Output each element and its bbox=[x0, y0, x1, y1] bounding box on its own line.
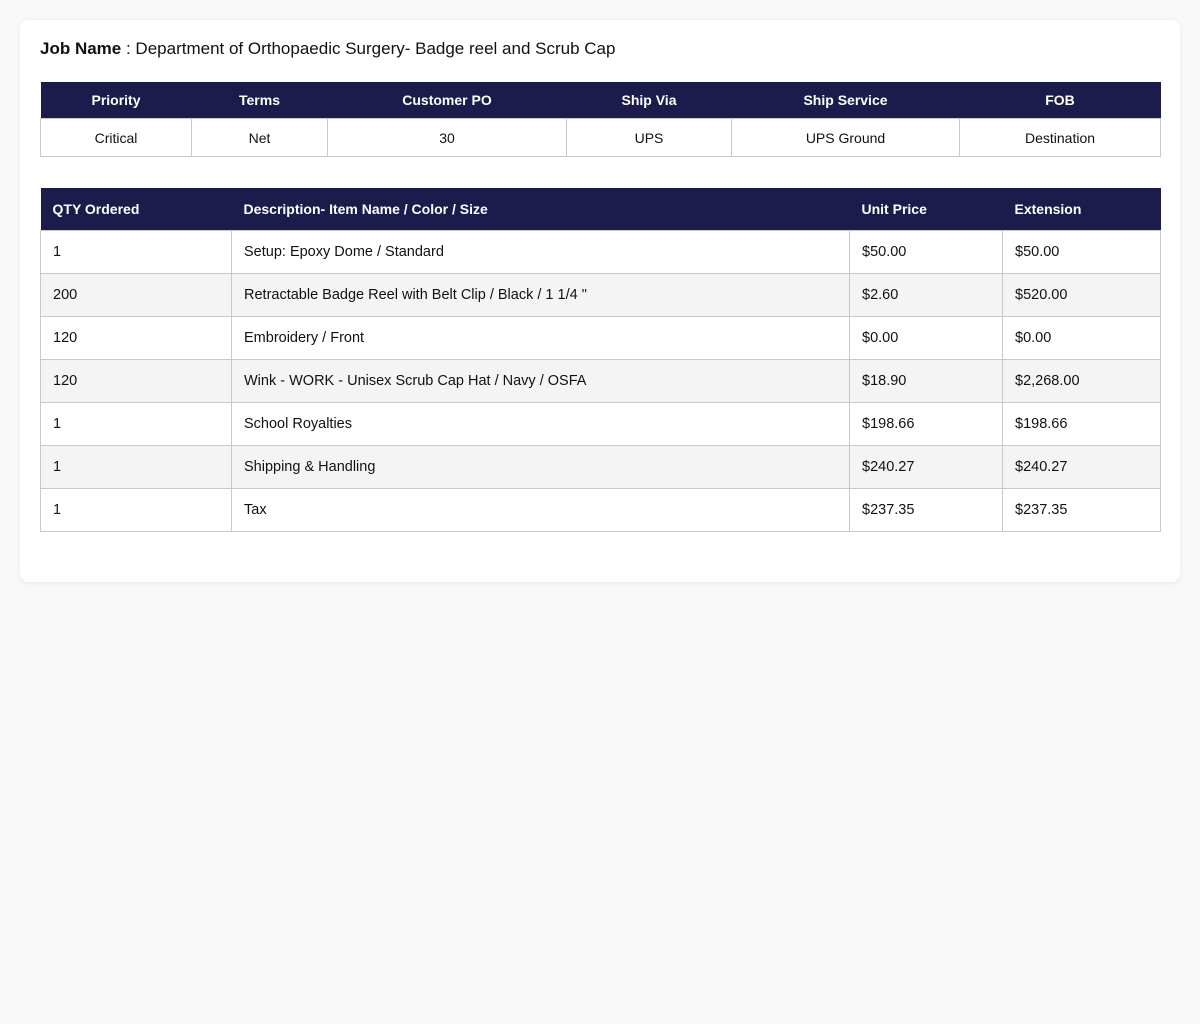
table-row bbox=[41, 446, 1161, 489]
cell-extension: $198.66 bbox=[1003, 403, 1161, 446]
cell-description: Wink - WORK - Unisex Scrub Cap Hat / Navy / OSFA bbox=[232, 360, 850, 403]
cell-description: Setup: Epoxy Dome / Standard bbox=[232, 231, 850, 274]
cell-unit-price: $237.35 bbox=[850, 489, 1003, 532]
cell-extension: $520.00 bbox=[1003, 274, 1161, 317]
cell-description: Tax bbox=[232, 489, 850, 532]
cell-description: School Royalties bbox=[232, 403, 850, 446]
order-card bbox=[20, 20, 1180, 582]
header-unit-price: Unit Price bbox=[850, 188, 1003, 231]
table-row bbox=[41, 274, 1161, 317]
job-name-value: Department of Orthopaedic Surgery- Badge reel and Scrub Cap bbox=[135, 39, 616, 58]
table-row bbox=[41, 403, 1161, 446]
header-extension: Extension bbox=[1003, 188, 1161, 231]
cell-qty: 1 bbox=[41, 403, 232, 446]
header-description: Description- Item Name / Color / Size bbox=[232, 188, 850, 231]
cell-unit-price: $18.90 bbox=[850, 360, 1003, 403]
cell-unit-price: $2.60 bbox=[850, 274, 1003, 317]
cell-qty: 200 bbox=[41, 274, 232, 317]
cell-description: Shipping & Handling bbox=[232, 446, 850, 489]
job-name-heading bbox=[40, 38, 615, 60]
cell-unit-price: $240.27 bbox=[850, 446, 1003, 489]
cell-extension: $50.00 bbox=[1003, 231, 1161, 274]
order-info-table bbox=[40, 82, 1161, 157]
cell-qty: 120 bbox=[41, 317, 232, 360]
header-fob: FOB bbox=[960, 82, 1161, 119]
cell-extension: $2,268.00 bbox=[1003, 360, 1161, 403]
cell-unit-price: $0.00 bbox=[850, 317, 1003, 360]
value-fob: Destination bbox=[960, 119, 1161, 157]
header-ship-service: Ship Service bbox=[732, 82, 960, 119]
cell-qty: 1 bbox=[41, 231, 232, 274]
value-ship-service: UPS Ground bbox=[732, 119, 960, 157]
header-customer-po: Customer PO bbox=[328, 82, 567, 119]
job-name-separator: : bbox=[121, 39, 136, 58]
header-qty-ordered: QTY Ordered bbox=[41, 188, 232, 231]
value-priority: Critical bbox=[41, 119, 192, 157]
value-customer-po: 30 bbox=[328, 119, 567, 157]
job-name-label: Job Name bbox=[40, 39, 122, 58]
table-row bbox=[41, 317, 1161, 360]
order-info-values-row bbox=[41, 119, 1161, 157]
cell-qty: 1 bbox=[41, 489, 232, 532]
cell-unit-price: $50.00 bbox=[850, 231, 1003, 274]
header-terms: Terms bbox=[192, 82, 328, 119]
cell-description: Embroidery / Front bbox=[232, 317, 850, 360]
cell-extension: $240.27 bbox=[1003, 446, 1161, 489]
line-items-header-row bbox=[41, 188, 1161, 231]
table-row bbox=[41, 360, 1161, 403]
line-items-table bbox=[40, 188, 1161, 532]
table-row bbox=[41, 489, 1161, 532]
cell-unit-price: $198.66 bbox=[850, 403, 1003, 446]
cell-description: Retractable Badge Reel with Belt Clip / Black / 1 1/4 " bbox=[232, 274, 850, 317]
order-info-header-row bbox=[41, 82, 1161, 119]
cell-extension: $0.00 bbox=[1003, 317, 1161, 360]
header-priority: Priority bbox=[41, 82, 192, 119]
cell-qty: 1 bbox=[41, 446, 232, 489]
table-row bbox=[41, 231, 1161, 274]
value-ship-via: UPS bbox=[567, 119, 732, 157]
value-terms: Net bbox=[192, 119, 328, 157]
cell-extension: $237.35 bbox=[1003, 489, 1161, 532]
cell-qty: 120 bbox=[41, 360, 232, 403]
header-ship-via: Ship Via bbox=[567, 82, 732, 119]
